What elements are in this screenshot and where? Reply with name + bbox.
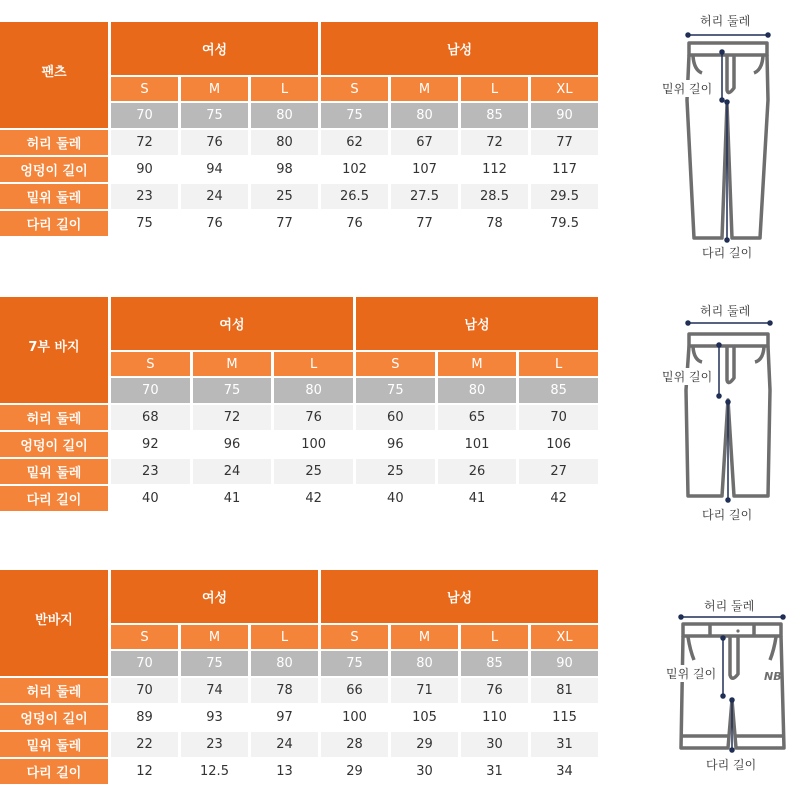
table-cell: 117 [552,162,577,177]
table-cell: 23 [181,732,248,757]
size-header: S [321,625,388,649]
table-cell: 31 [531,732,598,757]
rise-measure-label: 밑위 길이 [662,370,713,384]
row-label-waist: 허리 둘레 [0,405,108,430]
table-cell: 71 [391,678,458,703]
table-cell: 27 [519,459,598,484]
table-cell: 115 [552,710,577,725]
table-cell: 96 [223,437,241,452]
table-cell: 23 [111,459,190,484]
table-cell: 65 [438,405,517,430]
table-cell: 22 [111,732,178,757]
table-cell: 60 [356,405,435,430]
table-cell: 100 [301,437,327,452]
waist-size-header: 75 [321,651,388,676]
table-cell: 41 [223,491,241,506]
table-cell: 41 [468,491,486,506]
table-cell: 25 [356,459,435,484]
size-header: M [391,77,458,101]
table-cell: 24 [193,459,272,484]
table-cell: 72 [111,130,178,155]
table-cell: 110 [482,710,507,725]
waist-size-header: 80 [438,378,517,403]
table-cell: 70 [111,678,178,703]
waist-size-header: 70 [111,651,178,676]
table-cell: 76 [461,678,528,703]
table-cell: 75 [136,216,153,231]
table-cell: 68 [111,405,190,430]
pants-size-table [0,22,598,236]
table-cell: 98 [276,162,293,177]
waist-measure-label: 허리 둘레 [700,14,751,28]
waist-size-header: 80 [251,651,318,676]
leg-measure-label: 다리 길이 [706,758,757,772]
table-cell: 28 [321,732,388,757]
table-cell: 74 [181,678,248,703]
table-cell: 92 [142,437,159,452]
shorts-diagram [640,580,800,780]
table-cell: 67 [391,130,458,155]
size-header: S [111,77,178,101]
waist-measure-label: 허리 둘레 [704,599,755,613]
waist-size-header: 85 [519,378,598,403]
table-cell: 40 [387,491,404,506]
table-cell: 80 [251,130,318,155]
table-cell: 93 [206,710,223,725]
size-header: S [356,352,435,376]
table-cell: 40 [142,491,159,506]
table-cell: 13 [276,764,293,779]
waist-size-header: 85 [461,103,528,128]
waist-size-header: 80 [391,103,458,128]
long-pants-diagram [640,0,800,270]
waist-size-header: 90 [531,651,598,676]
table-cell: 76 [206,216,223,231]
row-label-leg: 다리 길이 [0,211,108,236]
group-header-women: 여성 [111,570,318,623]
table-cell: 76 [274,405,353,430]
size-header: L [274,352,353,376]
table-cell: 101 [464,437,490,452]
table-cell: 27.5 [391,184,458,209]
rise-measure-label: 밑위 길이 [662,82,713,96]
table-cell: 94 [206,162,223,177]
size-header: M [193,352,272,376]
row-label-leg: 다리 길이 [0,486,108,511]
table-cell: 28.5 [461,184,528,209]
size-header: M [181,625,248,649]
table-cell: 96 [387,437,404,452]
table-title: 팬츠 [0,22,108,128]
table-cell: 26.5 [321,184,388,209]
size-header: L [519,352,598,376]
row-label-rise: 밑위 둘레 [0,732,108,757]
table-cell: 76 [346,216,363,231]
size-header: L [251,77,318,101]
table-cell: 76 [181,130,248,155]
row-label-hip: 엉덩이 길이 [0,705,108,730]
table-cell: 78 [486,216,503,231]
size-header: L [251,625,318,649]
waist-size-header: 75 [356,378,435,403]
table-cell: 100 [342,710,367,725]
table-cell: 70 [519,405,598,430]
row-label-hip: 엉덩이 길이 [0,432,108,457]
cropped-pants-size-table [0,297,598,511]
table-cell: 105 [412,710,437,725]
group-header-women: 여성 [111,22,318,75]
rise-measure-label: 밑위 길이 [666,667,717,681]
table-cell: 107 [412,162,437,177]
group-header-women: 여성 [111,297,353,350]
table-cell: 23 [111,184,178,209]
size-header: M [391,625,458,649]
shorts-size-table [0,570,598,784]
table-cell: 102 [342,162,367,177]
row-label-leg: 다리 길이 [0,759,108,784]
nb-logo-icon: NB [764,670,782,683]
size-header: S [111,352,190,376]
table-cell: 29.5 [531,184,598,209]
group-header-men: 남성 [321,22,598,75]
table-cell: 29 [346,764,363,779]
row-label-waist: 허리 둘레 [0,130,108,155]
leg-measure-label: 다리 길이 [702,246,753,260]
cropped-pants-diagram [640,290,800,530]
row-label-rise: 밑위 둘레 [0,184,108,209]
size-header: XL [531,625,598,649]
waist-size-header: 75 [193,378,272,403]
table-cell: 34 [556,764,573,779]
size-header: M [438,352,517,376]
table-cell: 42 [305,491,322,506]
waist-size-header: 80 [391,651,458,676]
table-cell: 97 [276,710,293,725]
waist-size-header: 70 [111,103,178,128]
table-cell: 62 [321,130,388,155]
table-cell: 72 [193,405,272,430]
table-title: 반바지 [0,570,108,676]
cropped-pants-icon [640,290,800,530]
table-cell: 81 [531,678,598,703]
table-cell: 78 [251,678,318,703]
waist-size-header: 70 [111,378,190,403]
row-label-hip: 엉덩이 길이 [0,157,108,182]
waist-measure-label: 허리 둘레 [700,304,751,318]
table-cell: 77 [276,216,293,231]
table-title: 7부 바지 [0,297,108,403]
row-label-rise: 밑위 둘레 [0,459,108,484]
table-cell: 42 [550,491,567,506]
table-cell: 29 [391,732,458,757]
waist-size-header: 75 [181,651,248,676]
table-cell: 30 [461,732,528,757]
waist-size-header: 90 [531,103,598,128]
waist-size-header: 80 [274,378,353,403]
table-cell: 106 [546,437,572,452]
group-header-men: 남성 [321,570,598,623]
size-header: XL [531,77,598,101]
size-header: L [461,77,528,101]
size-header: S [111,625,178,649]
waist-size-header: 75 [321,103,388,128]
table-cell: 30 [416,764,433,779]
table-cell: 31 [486,764,503,779]
table-cell: 12 [136,764,153,779]
waist-size-header: 75 [181,103,248,128]
table-cell: 77 [531,130,598,155]
size-header: M [181,77,248,101]
table-cell: 72 [461,130,528,155]
leg-measure-label: 다리 길이 [702,508,753,522]
group-header-men: 남성 [356,297,598,350]
table-cell: 66 [321,678,388,703]
table-cell: 25 [251,184,318,209]
table-cell: 26 [438,459,517,484]
table-cell: 77 [416,216,433,231]
size-header: S [321,77,388,101]
table-cell: 25 [274,459,353,484]
table-cell: 24 [181,184,248,209]
table-cell: 24 [251,732,318,757]
size-header: L [461,625,528,649]
table-cell: 90 [136,162,153,177]
waist-size-header: 85 [461,651,528,676]
table-cell: 112 [482,162,507,177]
table-cell: 12.5 [200,764,229,779]
table-cell: 79.5 [550,216,579,231]
table-cell: 89 [136,710,153,725]
waist-size-header: 80 [251,103,318,128]
row-label-waist: 허리 둘레 [0,678,108,703]
long-pants-icon [640,0,800,270]
